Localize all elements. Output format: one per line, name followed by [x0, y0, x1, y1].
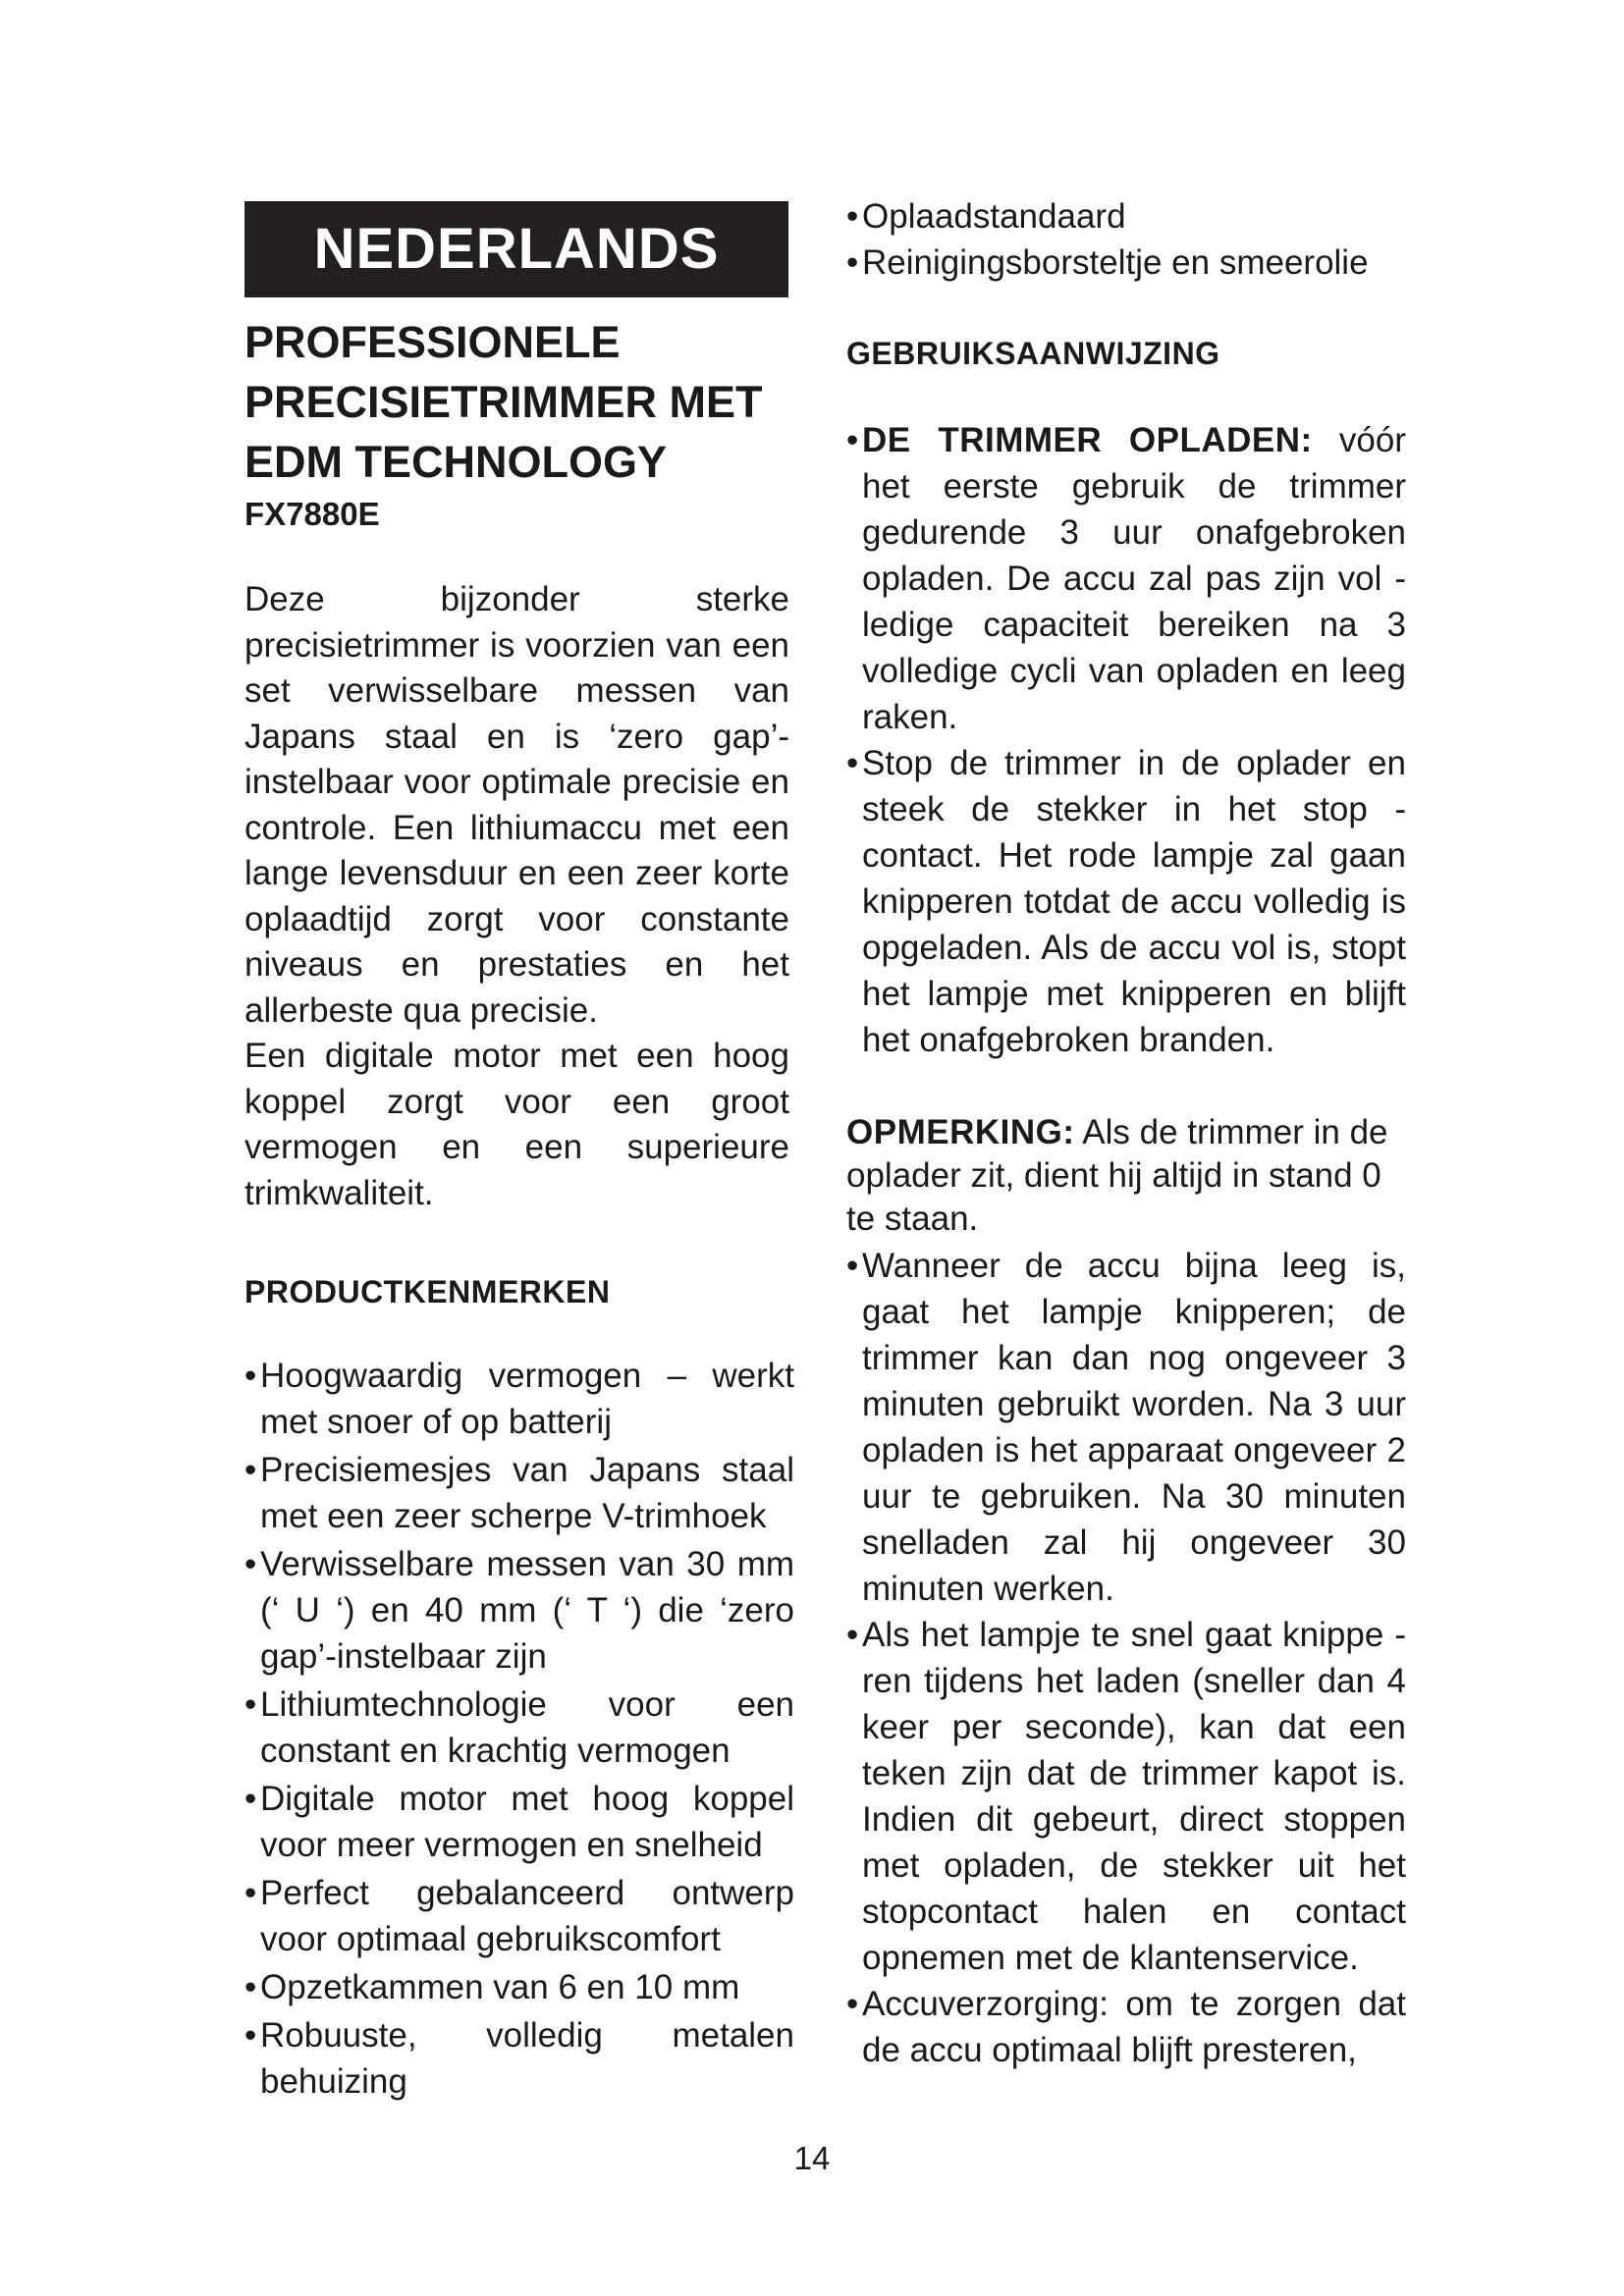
- list-item: • Als het lampje te snel gaat knippe - ren tijdens het laden (sneller dan 4 keer per seconde), kan dat een teken zijn dat de trimmer kapot is. Indien dit gebeurt, direct stoppen met opladen, de stekker uit het stopcontact halen en contact opnemen met de klantenservice.: [846, 1612, 1406, 1981]
- page-number: 14: [793, 2140, 831, 2176]
- list-item: • Verwisselbare messen van 30 mm (‘ U ‘) en 40 mm (‘ T ‘) die ‘zero gap’-instelbaar zijn: [244, 1541, 794, 1680]
- note-text: Als de trimmer in de oplader zit, dient hij altijd in stand 0 te staan.: [846, 1113, 1388, 1238]
- list-item: • Robuuste, volledig metalen behuizing: [244, 2012, 794, 2105]
- list-item: • Precisiemesjes van Japans staal met een zeer scherpe V-trimhoek: [244, 1447, 794, 1539]
- charge-lead: DE TRIMMER OPLADEN:: [862, 421, 1313, 459]
- note-lead: OPMERKING:: [846, 1113, 1075, 1151]
- note: [846, 1111, 1406, 1241]
- intro-paragraph: Een digitale motor met een hoog koppel zorgt voor een groot vermogen en een superieure trimkwaliteit.: [244, 1037, 789, 1212]
- model-number: FX7880E: [244, 496, 380, 532]
- features-heading: PRODUCTKENMERKEN: [244, 1274, 611, 1309]
- list-item: • Hoogwaardig vermogen – werkt met snoer of op batterij: [244, 1353, 794, 1445]
- list-item: • Opzetkammen van 6 en 10 mm: [244, 1964, 794, 2010]
- list-item: • Perfect gebalanceerd ontwerp voor optimaal gebruikscomfort: [244, 1870, 794, 1962]
- usage-heading: GEBRUIKSAANWIJZING: [846, 336, 1220, 371]
- list-item: • Oplaadstandaard: [846, 193, 1406, 240]
- charge-text: vóór het eerste gebruik de trimmer gedurende 3 uur onafgebroken opladen. De accu zal pas zijn vol - ledige capaciteit bereiken na 3 volledige cycli van opladen en leeg raken.: [862, 421, 1406, 736]
- list-item: [846, 417, 1406, 740]
- list-item: • Accuverzorging: om te zorgen dat de accu optimaal blijft presteren,: [846, 1981, 1406, 2073]
- usage-list-continued: [846, 1243, 1406, 2073]
- list-item: • Reinigingsborsteltje en smeerolie: [846, 240, 1406, 286]
- page-title: PROFESSIONELE PRECISIETRIMMER MET EDM TECHNOLOGY: [244, 317, 763, 487]
- intro-text: [244, 577, 789, 1216]
- usage-list: [846, 417, 1406, 1063]
- list-item: • Lithiumtechnologie voor een constant en krachtig vermogen: [244, 1682, 794, 1774]
- included-items-list: [846, 193, 1406, 286]
- intro-paragraph: Deze bijzonder sterke precisietrimmer is voorzien van een set verwisselbare messen van Japans staal en is ‘zero gap’-instelbaar voor optimale precisie en controle. Een lithiumaccu met een lange levensduur en een zeer korte oplaadtijd zorgt voor constante niveaus en prestaties en het allerbeste qua precisie.: [244, 580, 789, 1030]
- list-item: • Wanneer de accu bijna leeg is, gaat het lampje knipperen; de trimmer kan dan nog ongeveer 3 minuten gebruikt worden. Na 3 uur opladen is het apparaat ongeveer 2 uur te gebruiken. Na 30 minuten snelladen zal hij ongeveer 30 minuten werken.: [846, 1243, 1406, 1612]
- language-banner: NEDERLANDS: [244, 201, 788, 297]
- list-item: • Digitale motor met hoog koppel voor meer vermogen en snelheid: [244, 1776, 794, 1868]
- features-list: [244, 1353, 794, 2107]
- list-item: • Stop de trimmer in de oplader en steek de stekker in het stop - contact. Het rode lampje zal gaan knipperen totdat de accu volledig is opgeladen. Als de accu vol is, stopt het lampje met knipperen en blijft het onafgebroken branden.: [846, 740, 1406, 1063]
